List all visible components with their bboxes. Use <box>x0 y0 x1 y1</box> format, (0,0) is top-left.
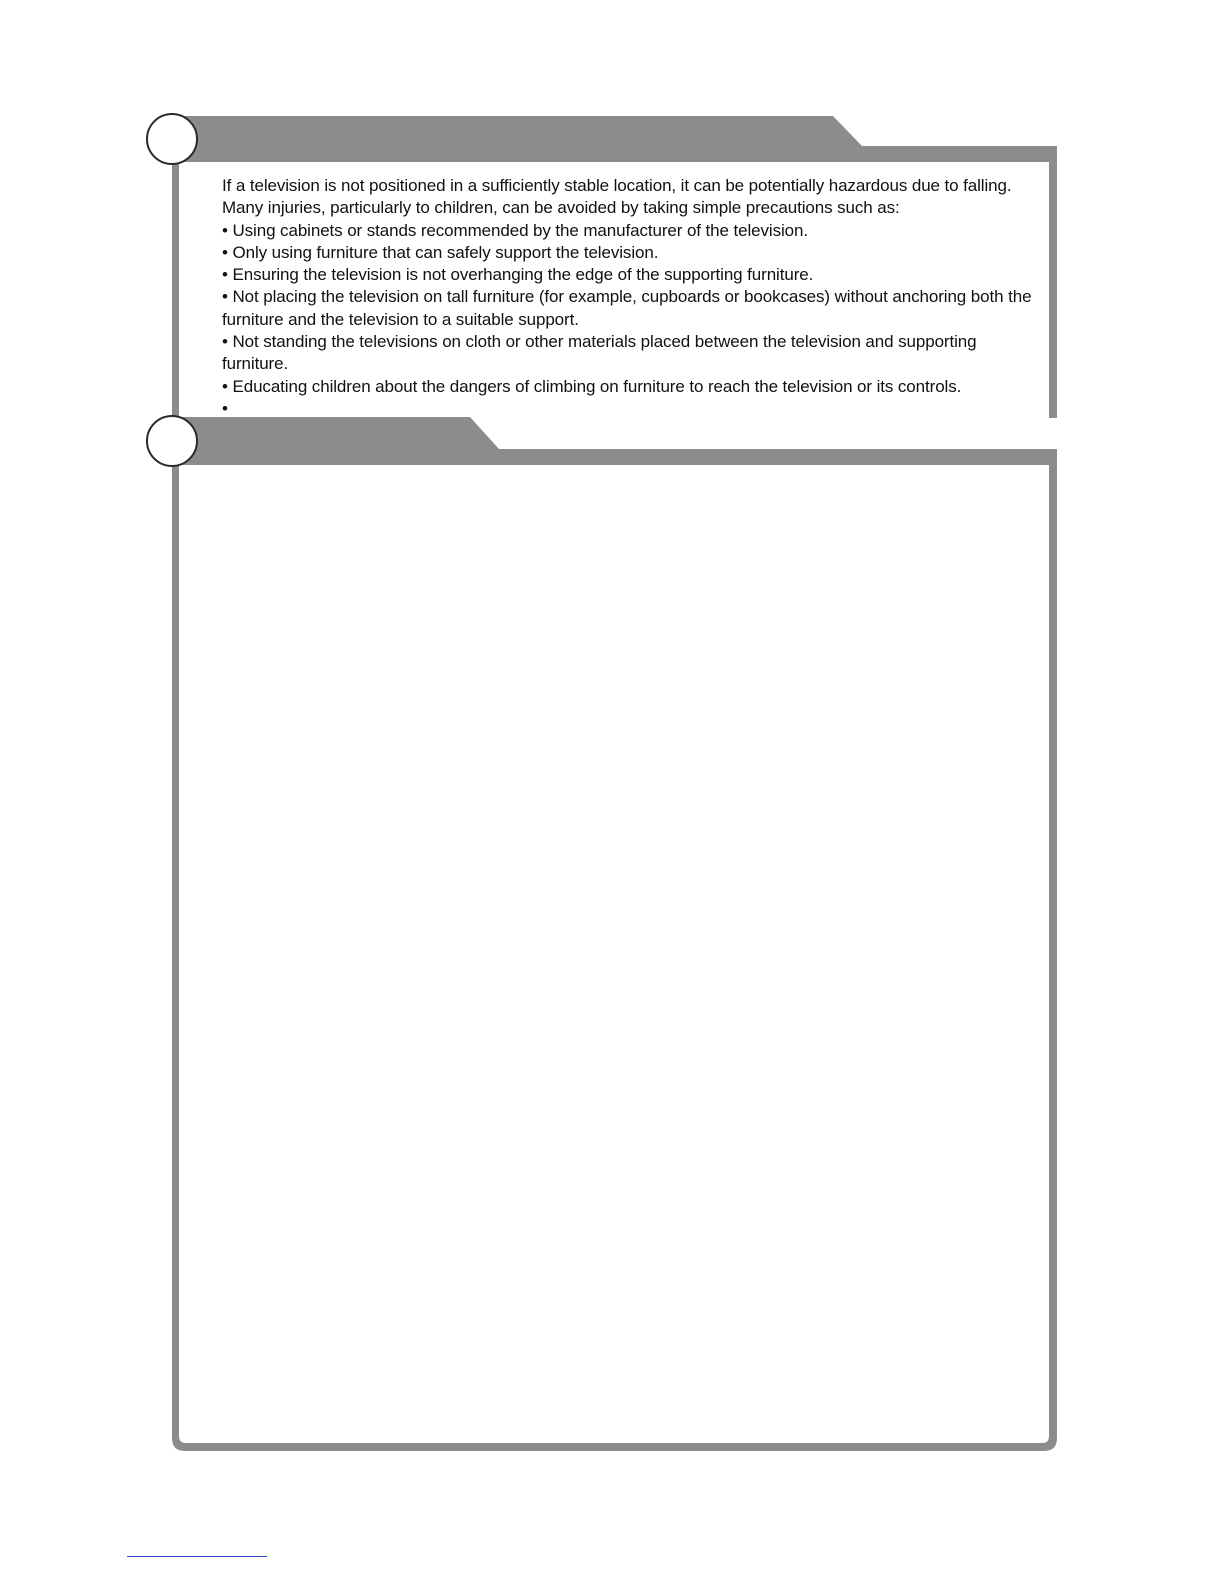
bullet-item: • Using cabinets or stands recommended by the manufacturer of the television. <box>222 220 809 240</box>
section1-right-border <box>1049 160 1057 418</box>
section1-text <box>222 175 1032 420</box>
section2-header-bar <box>172 417 1057 465</box>
section1-number-circle <box>147 114 197 164</box>
bullet-item: • Only using furniture that can safely support the television. <box>222 242 659 262</box>
bullet-item: • <box>222 398 228 418</box>
bullet-item: • Not standing the televisions on cloth or other materials placed between the television and supporting furniture. <box>222 332 977 374</box>
section1-left-border <box>172 160 179 418</box>
section1-header-bar <box>172 116 1057 162</box>
section2-frame <box>172 465 1057 1451</box>
footer-rule <box>127 1556 267 1557</box>
bullet-item: • Ensuring the television is not overhanging the edge of the supporting furniture. <box>222 265 814 285</box>
bullet-item: • Educating children about the dangers of climbing on furniture to reach the television or its controls. <box>222 376 962 396</box>
section1-intro: If a television is not positioned in a sufficiently stable location, it can be potentially hazardous due to falling. Many injuries, particularly to children, can be avoided by taking simple precautions such as: <box>222 176 1012 218</box>
bullet-item: • Not placing the television on tall furniture (for example, cupboards or bookcases) without anchoring both the furniture and the television to a suitable support. <box>222 287 1032 329</box>
section2-number-circle <box>147 416 197 466</box>
